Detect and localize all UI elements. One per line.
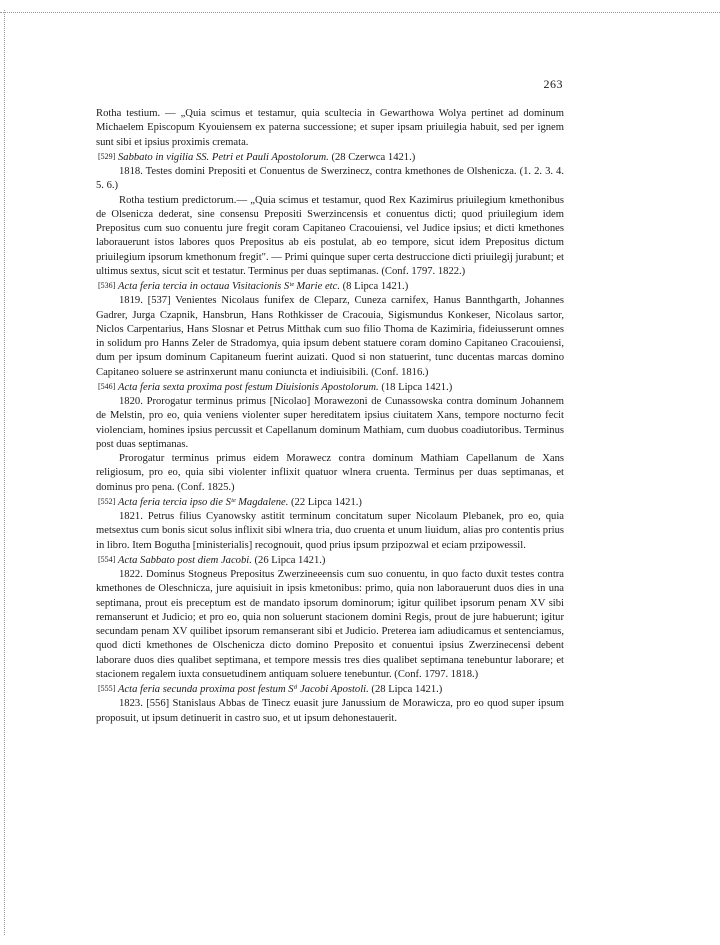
paragraph: 1822. Dominus Stogneus Prepositus Zwerzineeensis cum suo conuentu, in quo facto duxit testes contra kmethones de Oleschnicza, jure aquisiuit in ipsis kmetonibus: primo, quia non laborauerunt duos dies in una septimana, prout eis preceptum est de mandato ipsorum dominorum; igitur quilibet ipsorum penam XV sibi remanserunt et Judicio; et pro eo, quia non soluerunt stacionem domini Regis, prout de jure habuerunt; igitur secundam penam XV quilibet ipsorum remanserant sibi et Judicio. Preterea iam adiudicamus et sentenciamus, quod dicti kmethones de Olschenicza dicto domino Preposito et conuentui ipsius Zwerzinecensi debent laborare duos dies qualibet septimana, et tempore messis tres dies qualibet septimana tenebuntur laborare; et stacionem regalem iuxta consuetudinem antiquam soluere tenebuntur. (Conf. 1797. 1818.) xyxy=(96,569,564,680)
entry-heading-number: [546] xyxy=(98,381,116,391)
scan-top-edge xyxy=(0,0,720,13)
entry-heading-title: Acta feria tercia ipso die Sᵗᵉ Magdalene. xyxy=(117,496,289,508)
paragraph: 1818. Testes domini Prepositi et Conuentus de Swerzinecz, contra kmethones de Olshenicza. (1. 2. 3. 4. 5. 6.) xyxy=(96,166,564,192)
paragraph: 1819. [537] Venientes Nicolaus funifex de Cleparz, Cuneza carnifex, Hanus Bannthgarth, Johannes Gadrer, Jurga Czapnik, Hansbrun, Hans Rothkisser de Cracouia, Sigismundus Konkeser, Nicolaus sartor, Niclos Carpentarius, Hans Slosnar et Petrus Mitthak cum suo filio Thoma de Kazimiria, fideiusserunt omnes in solidum pro Hanns Zeler de Stradomya, quia ipsum debent statuere coram domino Capitaneo Cracouiensi, dum per ipsum dominum Capitaneum fuerint auizati. Quod si non statuerint, tunc ducentas marcas domino Capitaneo soluere se astrinxerunt manu coniuncta et indiuisibili. (Conf. 1816.) xyxy=(96,295,564,378)
entry-heading xyxy=(96,150,564,165)
paragraph: 1823. [556] Stanislaus Abbas de Tinecz euasit jure Janussium de Morawicza, pro eo quod super ipsum proposuit, ut ipsum detinuerit in castro suo, et ut ipsum dehonestauerit. xyxy=(96,698,564,724)
paragraph: 1820. Prorogatur terminus primus [Nicolao] Morawezoni de Cunassowska contra dominum Johannem de Melstin, pro eo, quia veniens violenter super hereditatem ipsius ciuitatem Xans, tempore nocturno fecit violenciam, homines ipsius percussit et Capellanum dominum Mathiam, cum duobus coadiutoribus. Terminus post duas septimanas. xyxy=(96,396,564,450)
entry-heading-number: [536] xyxy=(98,281,116,290)
entry-heading-date: (28 Czerwca 1421.) xyxy=(331,151,416,163)
entry-heading-title: Acta feria secunda proxima post festum Sᵗⁱ Jacobi Apostoli. xyxy=(117,684,369,695)
entry-heading-number: [552] xyxy=(98,496,116,506)
entry-heading xyxy=(96,495,564,510)
entry-heading-date: (18 Lipca 1421.) xyxy=(381,381,453,393)
entry-heading xyxy=(96,380,564,395)
entry-heading-date: (26 Lipca 1421.) xyxy=(254,554,326,566)
entry-heading-date: (8 Lipca 1421.) xyxy=(342,281,409,292)
paragraph: Prorogatur terminus primus eidem Morawecz contra dominum Mathiam Capellanum de Xans religiosum, pro eo, quia sibi violenter inflixit quatuor wlnera cruenta. Terminus per duas septimanas, et dominus pro pena. (Conf. 1825.) xyxy=(96,453,564,493)
entry-heading xyxy=(96,279,564,294)
paragraph: Rotha testium predictorum.— „Quia scimus et testamur, quod Rex Kazimirus priuilegium kmethonibus de Olsenicza dederat, sine consensu Prepositi Swerzincensis et conuentus dicti; quod priuilegium idem Prepositus cum suo conuentu jure fregit coram Capitaneo Cracouiensi, vel Judice ipsius; et dicti kmethones laborauerunt istos labores quos Prepositus ab eis postulat, ab eo tempore, sicut idem Prepositus dictum priuilegium ipsorum kmethonum fregit". — Primi quinque super certa destruccione dicti priuilegij jurabunt; et ultimus sextus, sicut scit et testatur. Terminus per duas septimanas. (Conf. 1797. 1822.) xyxy=(96,194,564,277)
entry-heading-title: Acta feria sexta proxima post festum Diuisionis Apostolorum. xyxy=(117,381,379,393)
entry-heading-title: Acta feria tercia in octaua Visitacionis Sᵗᵉ Marie etc. xyxy=(117,281,340,292)
entry-heading xyxy=(96,682,564,697)
page-number: 263 xyxy=(543,77,563,91)
entry-heading-number: [554] xyxy=(98,554,116,564)
entry-heading-number: [555] xyxy=(98,684,116,693)
paragraph: Rotha testium. — „Quia scimus et testamur, quia scultecia in Gewarthowa Wolya pertinet ad dominum Michaelem Episcopum Kyouiensem ex paterna successione; et super ipsam priuilegia habuit, sed per ignem sunt sibi et ipsius proximis cremata. xyxy=(96,108,564,148)
entry-heading-date: (28 Lipca 1421.) xyxy=(371,684,443,695)
entry-heading xyxy=(96,553,564,568)
paragraph: 1821. Petrus filius Cyanowsky astitit terminum concitatum super Nicolaum Plebanek, pro eo, quia metsextus cum bonis sicut solus inflixit sibi wlnera tria, duo cruenta et unum liuidum, alias pro contentis prius in libro. Item Bogutha [ministerialis] recognouit, quod prius ipsum przipozwal et eciam przipowessil. xyxy=(96,511,564,551)
entry-heading-title: Sabbato in vigilia SS. Petri et Pauli Apostolorum. xyxy=(117,151,329,163)
entry-heading-title: Acta Sabbato post diem Jacobi. xyxy=(117,554,252,566)
scan-left-edge xyxy=(4,10,5,935)
body-text xyxy=(96,107,564,726)
entry-heading-number: [529] xyxy=(98,151,116,161)
entry-heading-date: (22 Lipca 1421.) xyxy=(291,496,362,508)
